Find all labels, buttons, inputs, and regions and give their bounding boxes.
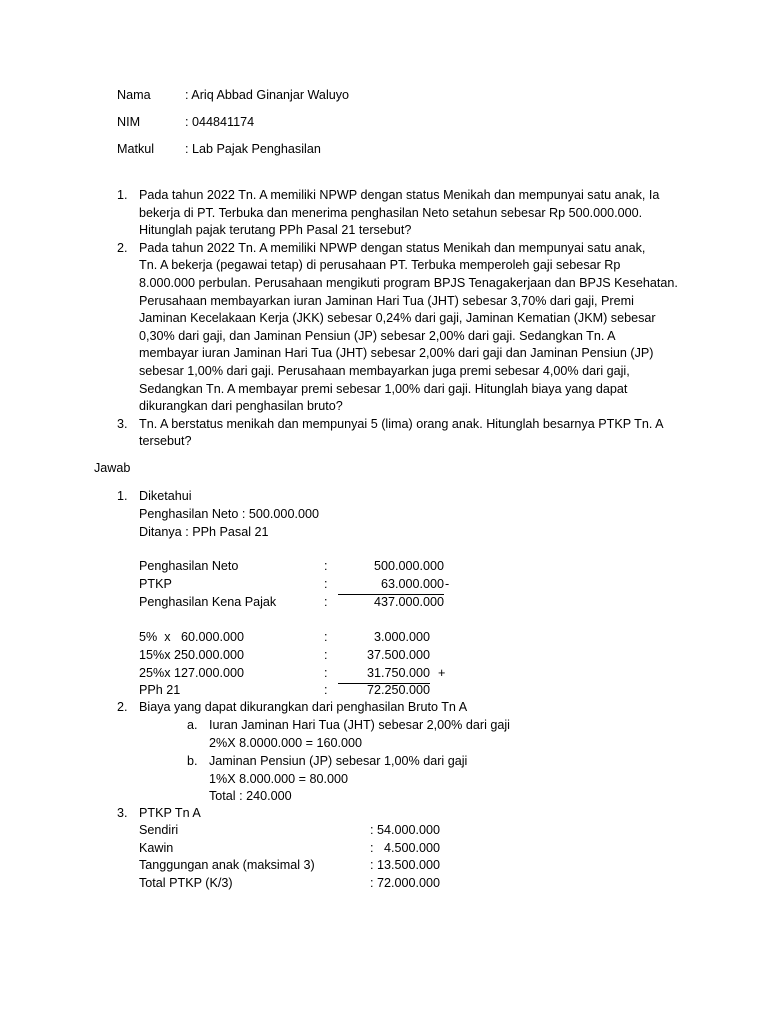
tax-value: 3.000.000 [373, 630, 430, 644]
calc-colon: : [324, 559, 328, 573]
item-text: Jaminan Pensiun (JP) sebesar 1,00% dari gaji [209, 754, 468, 768]
question-number: 2. [117, 240, 128, 255]
tax-value: 37.500.000 [366, 648, 430, 662]
tax-label: 15%x 250.000.000 [139, 648, 245, 662]
calc-colon: : [324, 595, 328, 609]
ptkp-value: : 13.500.000 [370, 858, 441, 872]
calc-colon: : [324, 577, 328, 591]
question-number: 3. [117, 416, 128, 431]
known-neto: Penghasilan Neto : 500.000.000 [139, 507, 319, 521]
item-calc: 1%X 8.000.000 = 80.000 [209, 772, 348, 786]
tax-label: PPh 21 [139, 683, 181, 697]
nim-value: : 044841174 [185, 115, 255, 129]
calc-operator: - [445, 577, 450, 591]
answer-number: 1. [117, 489, 128, 503]
item-text: Iuran Jaminan Hari Tua (JHT) sebesar 2,00% dari gaji [209, 718, 510, 732]
question-line: Pada tahun 2022 Tn. A memiliki NPWP dengan status Menikah dan mempunyai satu anak, [139, 240, 646, 255]
question-line: dikurangkan dari penghasilan bruto? [139, 399, 343, 414]
answer-heading: Jawab [94, 461, 131, 475]
ptkp-value: : 72.000.000 [370, 876, 441, 890]
matkul-label: Matkul [117, 142, 155, 156]
question-line: Jaminan Kecelakaan Kerja (JKK) sebesar 0,24% dari gaji, Jaminan Kematian (JKM) sebesar [139, 311, 656, 326]
ptkp-label: Kawin [139, 841, 174, 855]
calc-value: 437.000.000 [373, 595, 444, 609]
answer-number: 2. [117, 700, 128, 714]
nim-label: NIM [117, 115, 141, 129]
name-value: : Ariq Abbad Ginanjar Waluyo [185, 88, 350, 102]
question-line: sebesar 1,00% dari gaji. Perusahaan membayarkan juga premi sebesar 4,00% dari gaji, [139, 364, 630, 378]
known-label: Diketahui [139, 489, 192, 503]
ptkp-label: Tanggungan anak (maksimal 3) [139, 858, 315, 872]
tax-colon: : [324, 648, 328, 662]
name-label: Nama [117, 88, 151, 102]
tax-label: 25%x 127.000.000 [139, 666, 245, 680]
tax-colon: : [324, 630, 328, 644]
ptkp-value: : 4.500.000 [370, 841, 441, 855]
question-line: Perusahaan membayarkan iuran Jaminan Hari Tua (JHT) sebesar 3,70% dari gaji, Premi [139, 293, 634, 308]
question-line: Tn. A bekerja (pegawai tetap) di perusahaan PT. Terbuka memperoleh gaji sebesar Rp [139, 258, 621, 273]
answer-title: Biaya yang dapat dikurangkan dari penghasilan Bruto Tn A [139, 700, 468, 714]
ptkp-label: Total PTKP (K/3) [139, 876, 233, 890]
item-letter: a. [187, 718, 198, 732]
tax-label: 5% x 60.000.000 [139, 630, 245, 644]
calc-label: Penghasilan Kena Pajak [139, 595, 277, 609]
deduction-total: Total : 240.000 [209, 789, 292, 803]
tax-value: 31.750.000 [338, 665, 430, 684]
question-line: bekerja di PT. Terbuka dan menerima penghasilan Neto setahun sebesar Rp 500.000.000. [139, 205, 643, 220]
question-line: membayar iuran Jaminan Hari Tua (JHT) sebesar 2,00% dari gaji dan Jaminan Pensiun (JP) [139, 346, 654, 361]
question-line: Pada tahun 2022 Tn. A memiliki NPWP dengan status Menikah dan mempunyai satu anak, Ia [139, 188, 660, 202]
tax-colon: : [324, 666, 328, 680]
tax-operator: + [438, 666, 446, 680]
question-line: Sedangkan Tn. A membayar premi sebesar 1,00% dari gaji. Hitunglah biaya yang dapat [139, 381, 628, 396]
ptkp-label: Sendiri [139, 823, 179, 837]
question-line: 8.000.000 perbulan. Perusahaan mengikuti program BPJS Tenagakerjaan dan BPJS Kesehatan. [139, 276, 678, 290]
question-line: 0,30% dari gaji, dan Jaminan Pensiun (JP) sebesar 2,00% dari gaji. Sedangkan Tn. A [139, 328, 616, 343]
calc-label: PTKP [139, 577, 172, 591]
calc-value: 500.000.000 [373, 559, 444, 573]
item-calc: 2%X 8.0000.000 = 160.000 [209, 736, 363, 750]
question-line: Tn. A berstatus menikah dan mempunyai 5 (lima) orang anak. Hitunglah besarnya PTKP Tn. A [139, 416, 664, 431]
answer-title: PTKP Tn A [139, 806, 201, 820]
question-line: tersebut? [139, 434, 192, 449]
answer-number: 3. [117, 806, 128, 820]
matkul-value: : Lab Pajak Penghasilan [185, 142, 321, 156]
ptkp-value: : 54.000.000 [370, 823, 441, 837]
item-letter: b. [187, 754, 198, 768]
tax-colon: : [324, 683, 328, 697]
calc-value: 63.000.000 [338, 576, 444, 595]
asked-label: Ditanya : PPh Pasal 21 [139, 525, 269, 539]
question-number: 1. [117, 188, 128, 202]
calc-label: Penghasilan Neto [139, 559, 239, 573]
tax-value: 72.250.000 [366, 683, 430, 697]
question-line: Hitunglah pajak terutang PPh Pasal 21 tersebut? [139, 223, 412, 238]
